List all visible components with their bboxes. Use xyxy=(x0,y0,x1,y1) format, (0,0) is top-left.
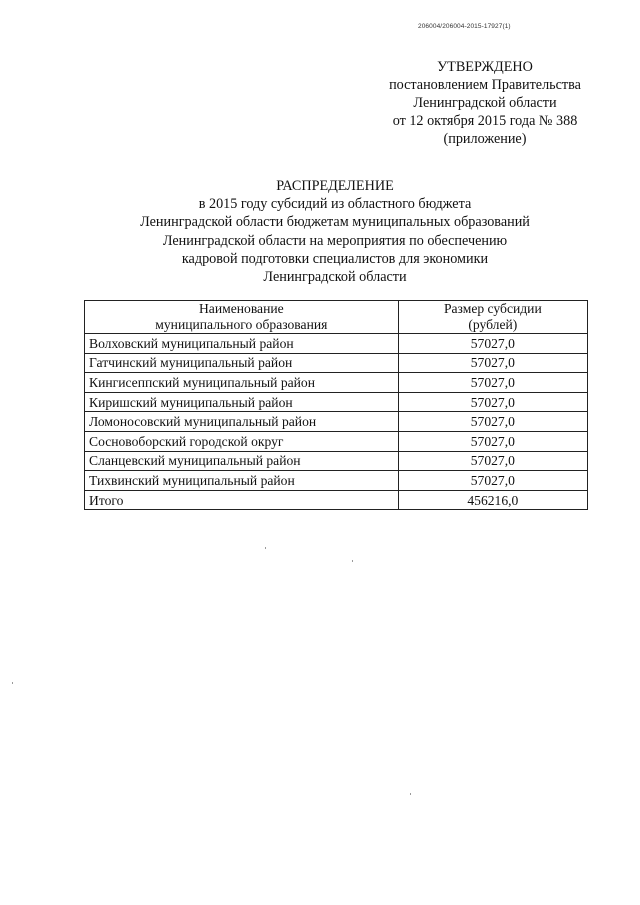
header-text: Наименование xyxy=(198,301,284,316)
header-text: муниципального образования xyxy=(155,317,328,332)
table-row xyxy=(85,334,588,354)
municipality-name: Ломоносовский муниципальный район xyxy=(85,412,399,432)
municipality-name: Гатчинский муниципальный район xyxy=(85,353,399,373)
title-line: Ленинградской области на мероприятия по обеспечению xyxy=(162,232,508,249)
subsidy-amount: 57027,0 xyxy=(398,451,587,471)
column-header-amount xyxy=(398,301,587,334)
municipality-name: Сланцевский муниципальный район xyxy=(85,451,399,471)
municipality-name: Кингисеппский муниципальный район xyxy=(85,373,399,393)
table-row xyxy=(85,471,588,491)
municipality-name: Киришский муниципальный район xyxy=(85,392,399,412)
subsidy-amount: 57027,0 xyxy=(398,373,587,393)
approval-line: от 12 октября 2015 года № 388 xyxy=(392,113,578,129)
table-row xyxy=(85,353,588,373)
subsidy-amount: 57027,0 xyxy=(398,392,587,412)
approval-stamp xyxy=(360,58,610,148)
title-line: кадровой подготовки специалистов для экономики xyxy=(181,250,489,267)
table-total-row xyxy=(85,490,588,510)
municipality-name: Тихвинский муниципальный район xyxy=(85,471,399,491)
scan-speck xyxy=(12,682,13,684)
table-row xyxy=(85,412,588,432)
column-header-name xyxy=(85,301,399,334)
scan-speck xyxy=(265,547,266,549)
document-id: 206004/206004-2015-17927(1) xyxy=(418,23,511,30)
header-text: (рублей) xyxy=(468,317,518,332)
table-row xyxy=(85,392,588,412)
table-row xyxy=(85,431,588,451)
table-row xyxy=(85,373,588,393)
approval-line: Ленинградской области xyxy=(413,95,557,111)
document-title xyxy=(80,177,590,286)
municipality-name: Волховский муниципальный район xyxy=(85,334,399,354)
subsidy-amount: 57027,0 xyxy=(398,471,587,491)
subsidy-table xyxy=(84,300,588,510)
subsidy-amount: 57027,0 xyxy=(398,334,587,354)
subsidy-amount: 57027,0 xyxy=(398,431,587,451)
scan-speck xyxy=(352,560,353,562)
approval-line: (приложение) xyxy=(443,131,527,147)
table-row xyxy=(85,451,588,471)
subsidy-amount: 57027,0 xyxy=(398,412,587,432)
title-line: в 2015 году субсидий из областного бюджета xyxy=(198,196,472,213)
municipality-name: Сосновоборский городской округ xyxy=(85,431,399,451)
total-label: Итого xyxy=(85,490,399,510)
subsidy-amount: 57027,0 xyxy=(398,353,587,373)
approval-heading: УТВЕРЖДЕНО xyxy=(437,59,533,75)
title-line: Ленинградской области бюджетам муниципальных образований xyxy=(140,214,530,231)
title-line: Ленинградской области xyxy=(263,269,407,286)
scan-speck xyxy=(410,793,411,795)
approval-line: постановлением Правительства xyxy=(389,77,581,93)
header-text: Размер субсидии xyxy=(443,301,542,316)
table-header-row xyxy=(85,301,588,334)
total-amount: 456216,0 xyxy=(398,490,587,510)
title-heading: РАСПРЕДЕЛЕНИЕ xyxy=(276,178,394,194)
